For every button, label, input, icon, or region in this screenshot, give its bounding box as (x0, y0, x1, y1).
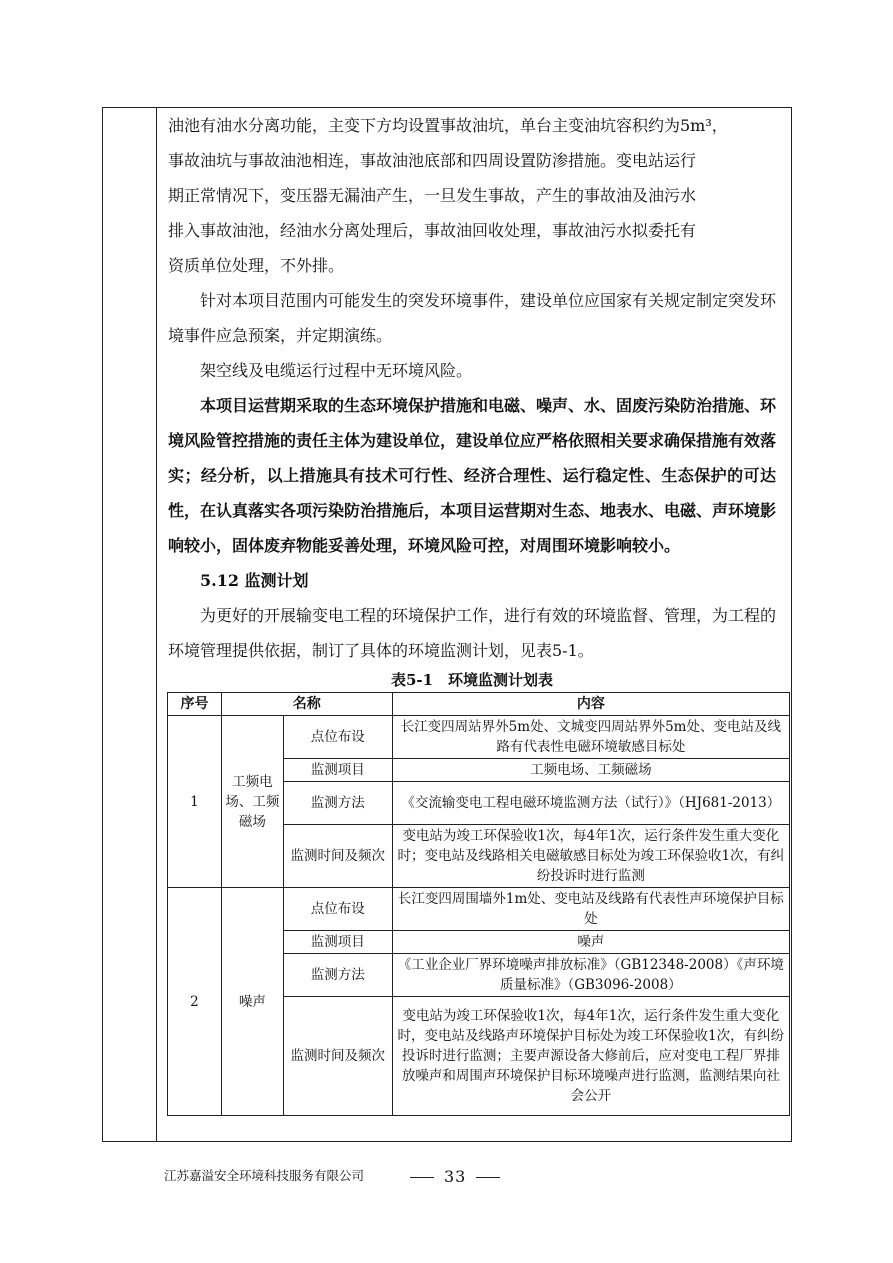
paragraph-line: 事故油坑与事故油池相连，事故油池底部和四周设置防渗措施。变电站运行 (168, 151, 697, 170)
row-content: 工频电场、工频磁场 (392, 759, 789, 782)
header-content: 内容 (392, 693, 789, 716)
paragraph-line: 期正常情况下，变压器无漏油产生，一旦发生事故，产生的事故油及油污水 (168, 186, 697, 205)
group-seq: 2 (168, 888, 222, 1116)
section-heading: 5.12 监测计划 (200, 571, 309, 590)
footer-company: 江苏嘉溢安全环境科技服务有限公司 (164, 1168, 365, 1183)
paragraph-responsibility: 本项目运营期采取的生态环境保护措施和电磁、噪声、水、固废污染防治措施、环境风险管控措施的责任主体为建设单位，建设单位应严格依照相关要求确保措施有效落实；经分析，以上措施具有技术可行性、经济合理性、运行稳定性、生态保护的可达性，在认真落实各项污染防治措施后，本项目运营期对生态、地表水、电磁、声环境影响较小，固体废弃物能妥善处理，环境风险可控，对周围环境影响较小。 (168, 396, 777, 555)
paragraph-line: 油池有油水分离功能，主变下方均设置事故油坑，单台主变油坑容积约为5m³， (168, 116, 728, 135)
row-item: 监测方法 (283, 954, 392, 997)
table-header-row (168, 693, 790, 716)
paragraph-emergency-plan: 针对本项目范围内可能发生的突发环境事件，建设单位应国家有关规定制定突发环境事件应急预案，并定期演练。 (168, 291, 777, 345)
row-item: 点位布设 (283, 888, 392, 931)
row-item: 监测项目 (283, 759, 392, 782)
row-item: 点位布设 (283, 716, 392, 759)
row-content: 长江变四周围墙外1m处、变电站及线路有代表性声环境保护目标处 (392, 888, 789, 931)
paragraph-line-risk: 架空线及电缆运行过程中无环境风险。 (200, 361, 473, 380)
page-number (400, 1167, 510, 1186)
main-content (168, 108, 785, 1116)
dash-right (476, 1177, 500, 1178)
row-content: 长江变四周站界外5m处、文城变四周站界外5m处、变电站及线路有代表性电磁环境敏感目标处 (392, 716, 789, 759)
header-seq: 序号 (168, 693, 222, 716)
row-item: 监测时间及频次 (283, 825, 392, 888)
row-content: 变电站为竣工环保验收1次，每4年1次，运行条件发生重大变化时；变电站及线路相关电磁敏感目标处为竣工环保验收1次，有纠纷投诉时进行监测 (392, 825, 789, 888)
page-number-text: 33 (444, 1167, 467, 1186)
row-content: 变电站为竣工环保验收1次，每4年1次，运行条件发生重大变化时，变电站及线路声环境保护目标处为竣工环保验收1次，有纠纷投诉时进行监测；主要声源设备大修前后，应对变电工程厂界排放噪声和周围声环境保护目标环境噪声进行监测，监测结果向社会公开 (392, 997, 789, 1116)
row-content: 《交流输变电工程电磁环境监测方法（试行）》（HJ681-2013） (392, 782, 789, 825)
paragraph-line: 资质单位处理，不外排。 (168, 256, 345, 275)
paragraph-monitoring-intro: 为更好的开展输变电工程的环境保护工作，进行有效的环境监督、管理，为工程的环境管理提供依据，制订了具体的环境监测计划，见表5-1。 (168, 606, 777, 660)
row-item: 监测方法 (283, 782, 392, 825)
table-caption: 表5-1 环境监测计划表 (390, 671, 554, 689)
column-divider (156, 107, 157, 1142)
table-row (168, 888, 790, 931)
row-content: 《工业企业厂界环境噪声排放标准》（GB12348-2008）《声环境质量标准》（GB3096-2008） (392, 954, 789, 997)
table-row (168, 716, 790, 759)
group-name: 工频电场、工频磁场 (221, 716, 283, 888)
group-seq: 1 (168, 716, 222, 888)
row-item: 监测时间及频次 (283, 997, 392, 1116)
dash-left (410, 1177, 434, 1178)
paragraph-line: 排入事故油池，经油水分离处理后，事故油回收处理，事故油污水拟委托有 (168, 221, 697, 240)
group-name: 噪声 (221, 888, 283, 1116)
row-content: 噪声 (392, 931, 789, 954)
monitoring-plan-table (167, 692, 790, 1116)
row-item: 监测项目 (283, 931, 392, 954)
header-name: 名称 (221, 693, 392, 716)
